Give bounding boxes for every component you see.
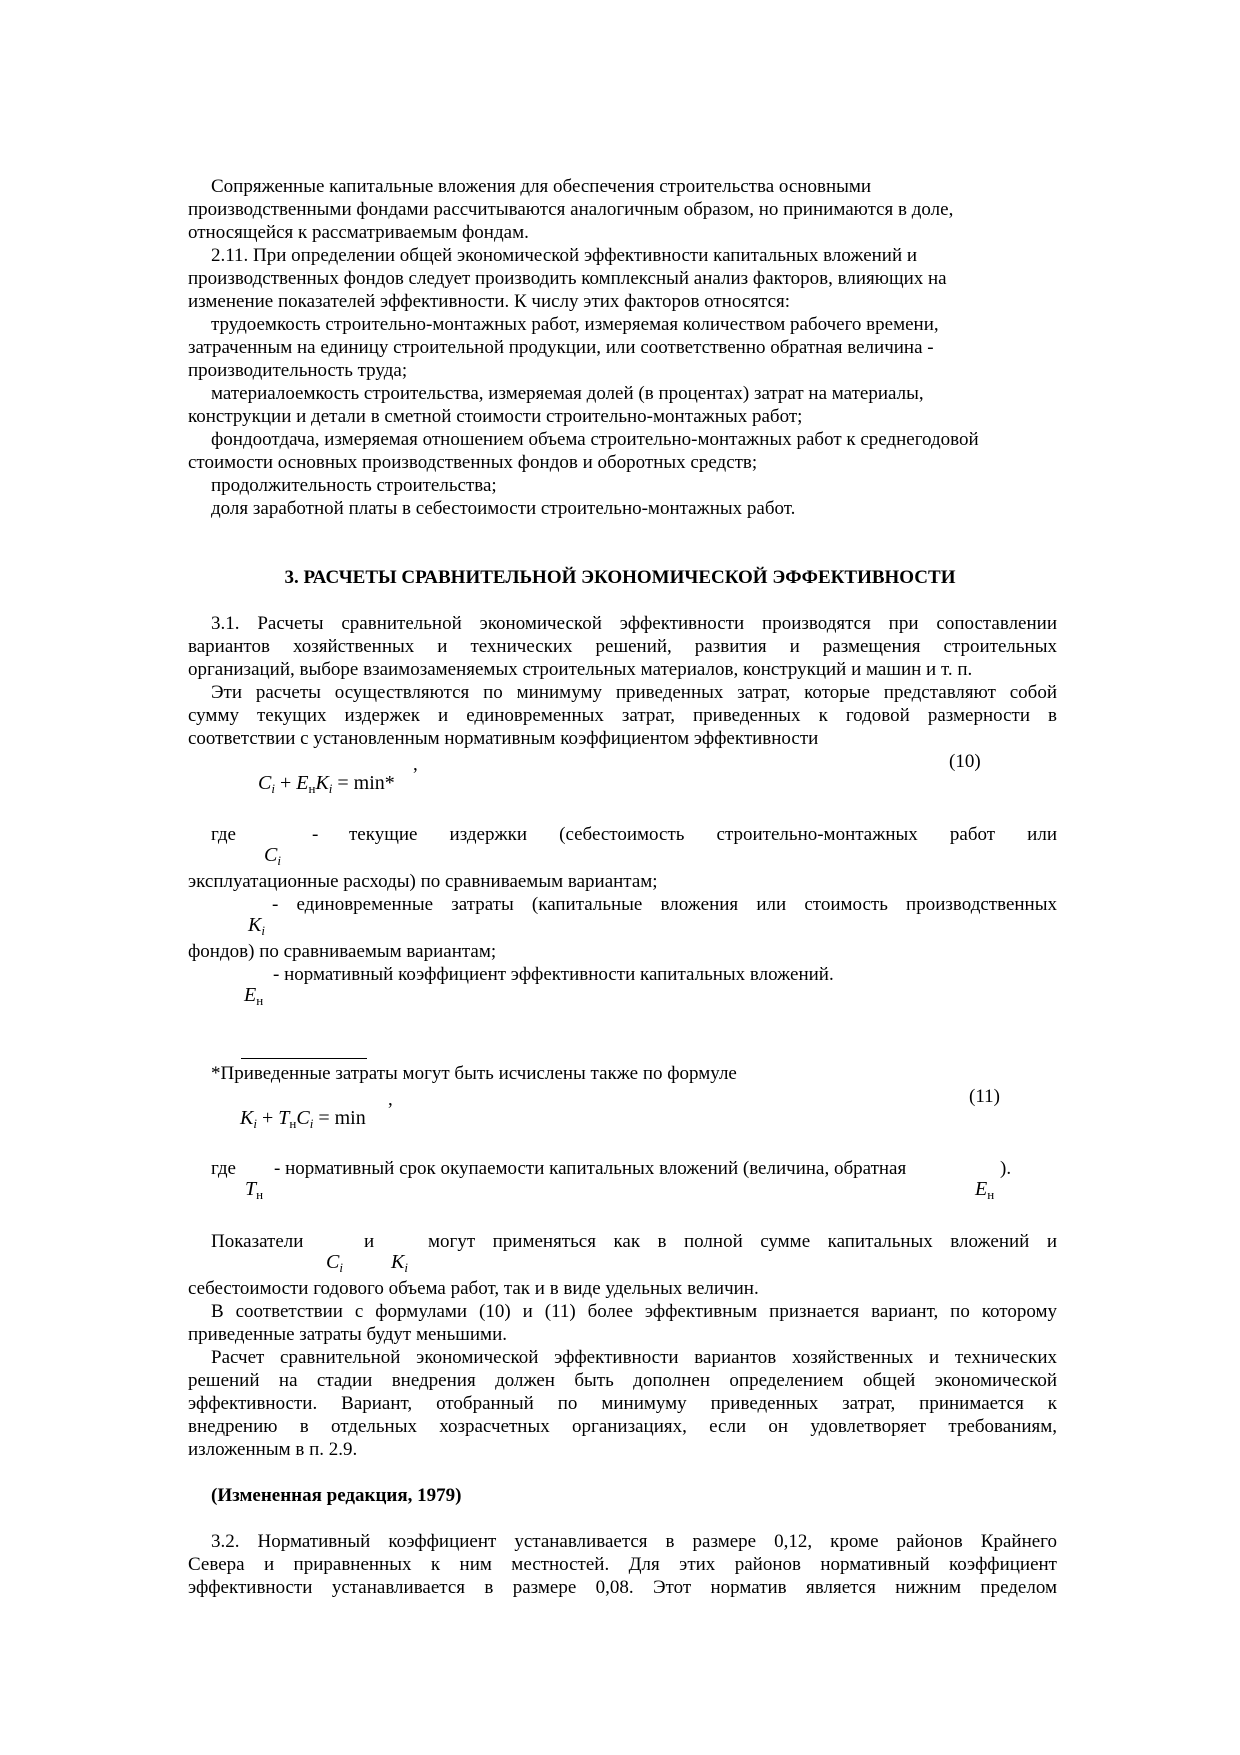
paragraph-line: фондоотдача, измеряемая отношением объема строительно-монтажных работ к среднегодовой — [211, 429, 979, 450]
paragraph-line: внедрению в отдельных хозрасчетных организациях, если он удовлетворяет требованиям, — [188, 1416, 1057, 1437]
paragraph-line: эффективности устанавливается в размере 0,08. Этот норматив является нижним пределом — [188, 1577, 1057, 1598]
paragraph-line: Расчет сравнительной экономической эффективности вариантов хозяйственных и технических — [211, 1347, 1057, 1368]
paragraph-line: продолжительность строительства; — [211, 475, 497, 496]
where-dash: - — [312, 824, 319, 845]
paragraph-line: себестоимости годового объема работ, так и в виде удельных величин. — [188, 1278, 759, 1299]
symbol-ci: $C_i$ — [264, 844, 281, 868]
section-heading: 3. РАСЧЕТЫ СРАВНИТЕЛЬНОЙ ЭКОНОМИЧЕСКОЙ ЭФФЕКТИВНОСТИ — [284, 567, 956, 588]
paragraph-line: Эти расчеты осуществляются по минимуму приведенных затрат, которые представляют собой — [211, 682, 1057, 703]
footnote-text: *Приведенные затраты могут быть исчислены также по формуле — [211, 1063, 737, 1084]
paragraph-line: сумму текущих издержек и единовременных затрат, приведенных к годовой размерности в — [188, 705, 1057, 726]
paragraph-line: затраченным на единицу строительной продукции, или соответственно обратная величина - — [188, 337, 934, 358]
paragraph-line: производительность труда; — [188, 360, 408, 381]
where-definition: текущие издержки (себестоимость строительно-монтажных работ или — [349, 824, 1057, 845]
paragraph-line: приведенные затраты будут меньшими. — [188, 1324, 508, 1345]
paragraph-line: стоимости основных производственных фондов и оборотных средств; — [188, 452, 758, 473]
paragraph-line: производственными фондами рассчитываются аналогичным образом, но принимаются в доле, — [188, 199, 954, 220]
symbol-ki: $K_i$ — [391, 1251, 408, 1275]
paragraph-line: организаций, выборе взаимозаменяемых строительных материалов, конструкций и машин и т. п. — [188, 659, 973, 680]
where-definition: - нормативный коэффициент эффективности капитальных вложений. — [273, 964, 834, 985]
paragraph-word: и — [364, 1231, 375, 1252]
amendment-note: (Измененная редакция, 1979) — [211, 1485, 462, 1506]
formula-10: $C_i + E_нK_i = \min*$ — [258, 772, 395, 796]
paragraph-line: изложенным в п. 2.9. — [188, 1439, 358, 1460]
paragraph-line: могут применяться как в полной сумме капитальных вложений и — [428, 1231, 1057, 1252]
formula-comma: , — [413, 754, 418, 775]
where-definition: - единовременные затраты (капитальные вложения или стоимость производственных — [272, 894, 1057, 915]
equation-number: (10) — [949, 751, 981, 772]
symbol-ci: $C_i$ — [326, 1251, 343, 1275]
paragraph-line: В соответствии с формулами (10) и (11) более эффективным признается вариант, по которому — [211, 1301, 1057, 1322]
paragraph-line: 3.2. Нормативный коэффициент устанавливается в размере 0,12, кроме районов Крайнего — [211, 1531, 1057, 1552]
paren-close: ). — [1000, 1158, 1012, 1179]
paragraph-line: решений на стадии внедрения должен быть дополнен определением общей экономической — [188, 1370, 1057, 1391]
symbol-en: $E_н$ — [975, 1178, 995, 1202]
formula-11: $K_i + T_нC_i = \min$ — [240, 1107, 366, 1131]
paragraph-line: фондов) по сравниваемым вариантам; — [188, 941, 497, 962]
symbol-en: $E_н$ — [244, 984, 264, 1008]
paragraph-line: материалоемкость строительства, измеряемая долей (в процентах) затрат на материалы, — [211, 383, 924, 404]
where-label: где — [211, 824, 236, 845]
symbol-tn: $T_н$ — [245, 1178, 264, 1202]
paragraph-line: 3.1. Расчеты сравнительной экономической эффективности производятся при сопоставлении — [211, 613, 1057, 634]
equation-number: (11) — [969, 1086, 1000, 1107]
paragraph-line: относящейся к рассматриваемым фондам. — [188, 222, 529, 243]
paragraph-line: Севера и приравненных к ним местностей. Для этих районов нормативный коэффициент — [188, 1554, 1057, 1575]
symbol-ki: $K_i$ — [248, 914, 265, 938]
paragraph-line: конструкции и детали в сметной стоимости строительно-монтажных работ; — [188, 406, 803, 427]
paragraph-line: 2.11. При определении общей экономической эффективности капитальных вложений и — [211, 245, 918, 266]
footnote-separator — [241, 1058, 367, 1059]
paragraph-line: вариантов хозяйственных и технических решений, развития и размещения строительных — [188, 636, 1057, 657]
paragraph-word: Показатели — [211, 1231, 304, 1252]
paragraph-line: доля заработной платы в себестоимости строительно-монтажных работ. — [211, 498, 796, 519]
paragraph-line: соответствии с установленным нормативным коэффициентом эффективности — [188, 728, 819, 749]
paragraph-line: изменение показателей эффективности. К числу этих факторов относятся: — [188, 291, 791, 312]
paragraph-line: Сопряженные капитальные вложения для обеспечения строительства основными — [211, 176, 872, 197]
where-definition: - нормативный срок окупаемости капитальных вложений (величина, обратная — [274, 1158, 907, 1179]
paragraph-line: производственных фондов следует производить комплексный анализ факторов, влияющих на — [188, 268, 947, 289]
paragraph-line: трудоемкость строительно-монтажных работ, измеряемая количеством рабочего времени, — [211, 314, 939, 335]
where-label: где — [211, 1158, 236, 1179]
paragraph-line: эффективности. Вариант, отобранный по минимуму приведенных затрат, принимается к — [188, 1393, 1057, 1414]
paragraph-line: эксплуатационные расходы) по сравниваемым вариантам; — [188, 871, 658, 892]
formula-comma: , — [388, 1089, 393, 1110]
